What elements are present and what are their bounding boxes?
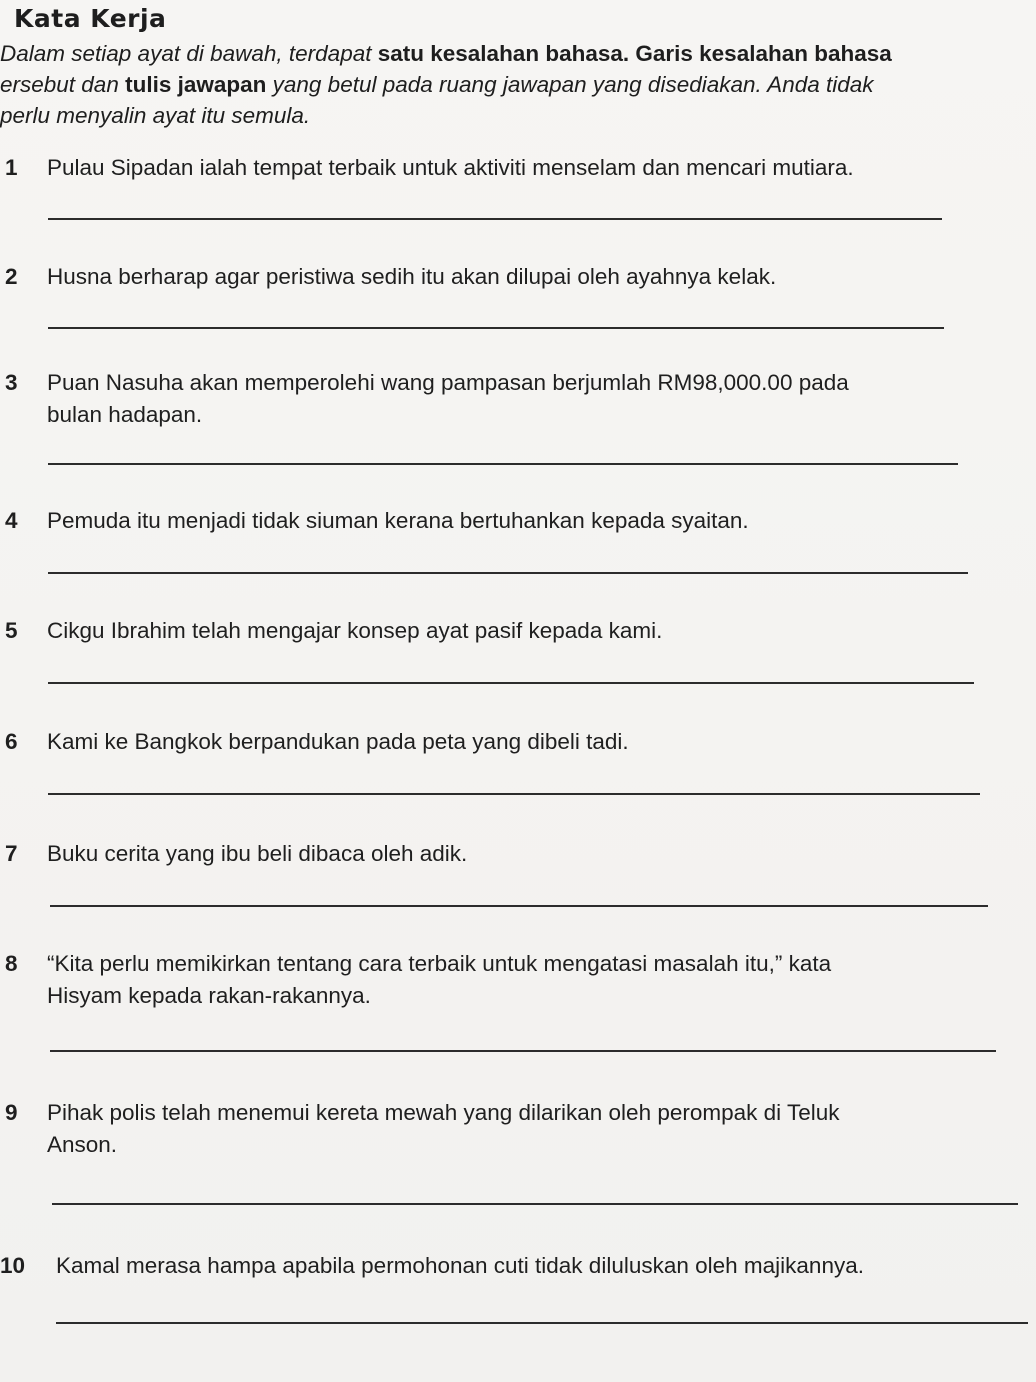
- question-number: 3: [5, 370, 18, 395]
- question-text: [47, 948, 831, 1012]
- question-text: [47, 261, 776, 293]
- question-text: [47, 838, 467, 870]
- instructions-line-3: perlu menyalin ayat itu semula.: [0, 103, 311, 128]
- question-text: [47, 615, 662, 647]
- question-line: Husna berharap agar peristiwa sedih itu akan dilupai oleh ayahnya kelak.: [47, 264, 777, 289]
- question-number: 6: [5, 729, 18, 754]
- answer-line[interactable]: [48, 327, 944, 329]
- answer-line[interactable]: [48, 682, 974, 684]
- question-text: [47, 505, 749, 537]
- answer-line[interactable]: [52, 1203, 1018, 1205]
- question-text: [47, 152, 854, 184]
- question-line: Pihak polis telah menemui kereta mewah yang dilarikan oleh perompak di Teluk: [47, 1100, 840, 1125]
- question-line: Kamal merasa hampa apabila permohonan cuti tidak diluluskan oleh majikannya.: [56, 1253, 864, 1278]
- question-number: 7: [5, 841, 18, 866]
- answer-line[interactable]: [48, 218, 942, 220]
- question-number: 9: [5, 1100, 18, 1125]
- answer-line[interactable]: [50, 905, 988, 907]
- instructions-text: ersebut dan: [0, 72, 126, 97]
- question-line: Pemuda itu menjadi tidak siuman kerana bertuhankan kepada syaitan.: [47, 508, 749, 533]
- answer-line[interactable]: [56, 1322, 1028, 1324]
- question-line: Puan Nasuha akan memperolehi wang pampasan berjumlah RM98,000.00 pada: [47, 370, 849, 395]
- question-line: “Kita perlu memikirkan tentang cara terbaik untuk mengatasi masalah itu,” kata: [47, 951, 832, 976]
- question-line: Kami ke Bangkok berpandukan pada peta yang dibeli tadi.: [47, 729, 629, 754]
- instructions-bold-text: satu kesalahan bahasa. Garis kesalahan bahasa: [377, 41, 892, 66]
- question-number: 2: [5, 264, 18, 289]
- question-text: [56, 1250, 864, 1282]
- answer-line[interactable]: [48, 793, 980, 795]
- question-text: [47, 726, 629, 758]
- question-line: Pulau Sipadan ialah tempat terbaik untuk aktiviti menselam dan mencari mutiara.: [47, 155, 854, 180]
- instructions-line-2: [0, 69, 1030, 100]
- question-line: bulan hadapan.: [47, 402, 203, 427]
- page-title: Kata Kerja: [14, 4, 167, 33]
- question-number: 10: [0, 1253, 26, 1278]
- instructions: [0, 38, 1030, 131]
- question-text: [47, 1097, 840, 1161]
- question-line: Hisyam kepada rakan-rakannya.: [47, 983, 371, 1008]
- answer-line[interactable]: [48, 572, 968, 574]
- question-line: Anson.: [47, 1132, 118, 1157]
- question-number: 5: [5, 618, 18, 643]
- instructions-bold-text: tulis jawapan: [125, 72, 267, 97]
- question-number: 4: [5, 508, 18, 533]
- question-line: Cikgu Ibrahim telah mengajar konsep ayat pasif kepada kami.: [47, 618, 663, 643]
- instructions-text: yang betul pada ruang jawapan yang disediakan. Anda tidak: [266, 72, 874, 97]
- question-number: 8: [5, 951, 18, 976]
- instructions-line-1: [0, 38, 1030, 69]
- answer-line[interactable]: [48, 463, 958, 465]
- question-text: [47, 367, 849, 431]
- question-line: Buku cerita yang ibu beli dibaca oleh adik.: [47, 841, 468, 866]
- question-number: 1: [5, 155, 18, 180]
- answer-line[interactable]: [50, 1050, 996, 1052]
- instructions-text: Dalam setiap ayat di bawah, terdapat: [0, 41, 378, 66]
